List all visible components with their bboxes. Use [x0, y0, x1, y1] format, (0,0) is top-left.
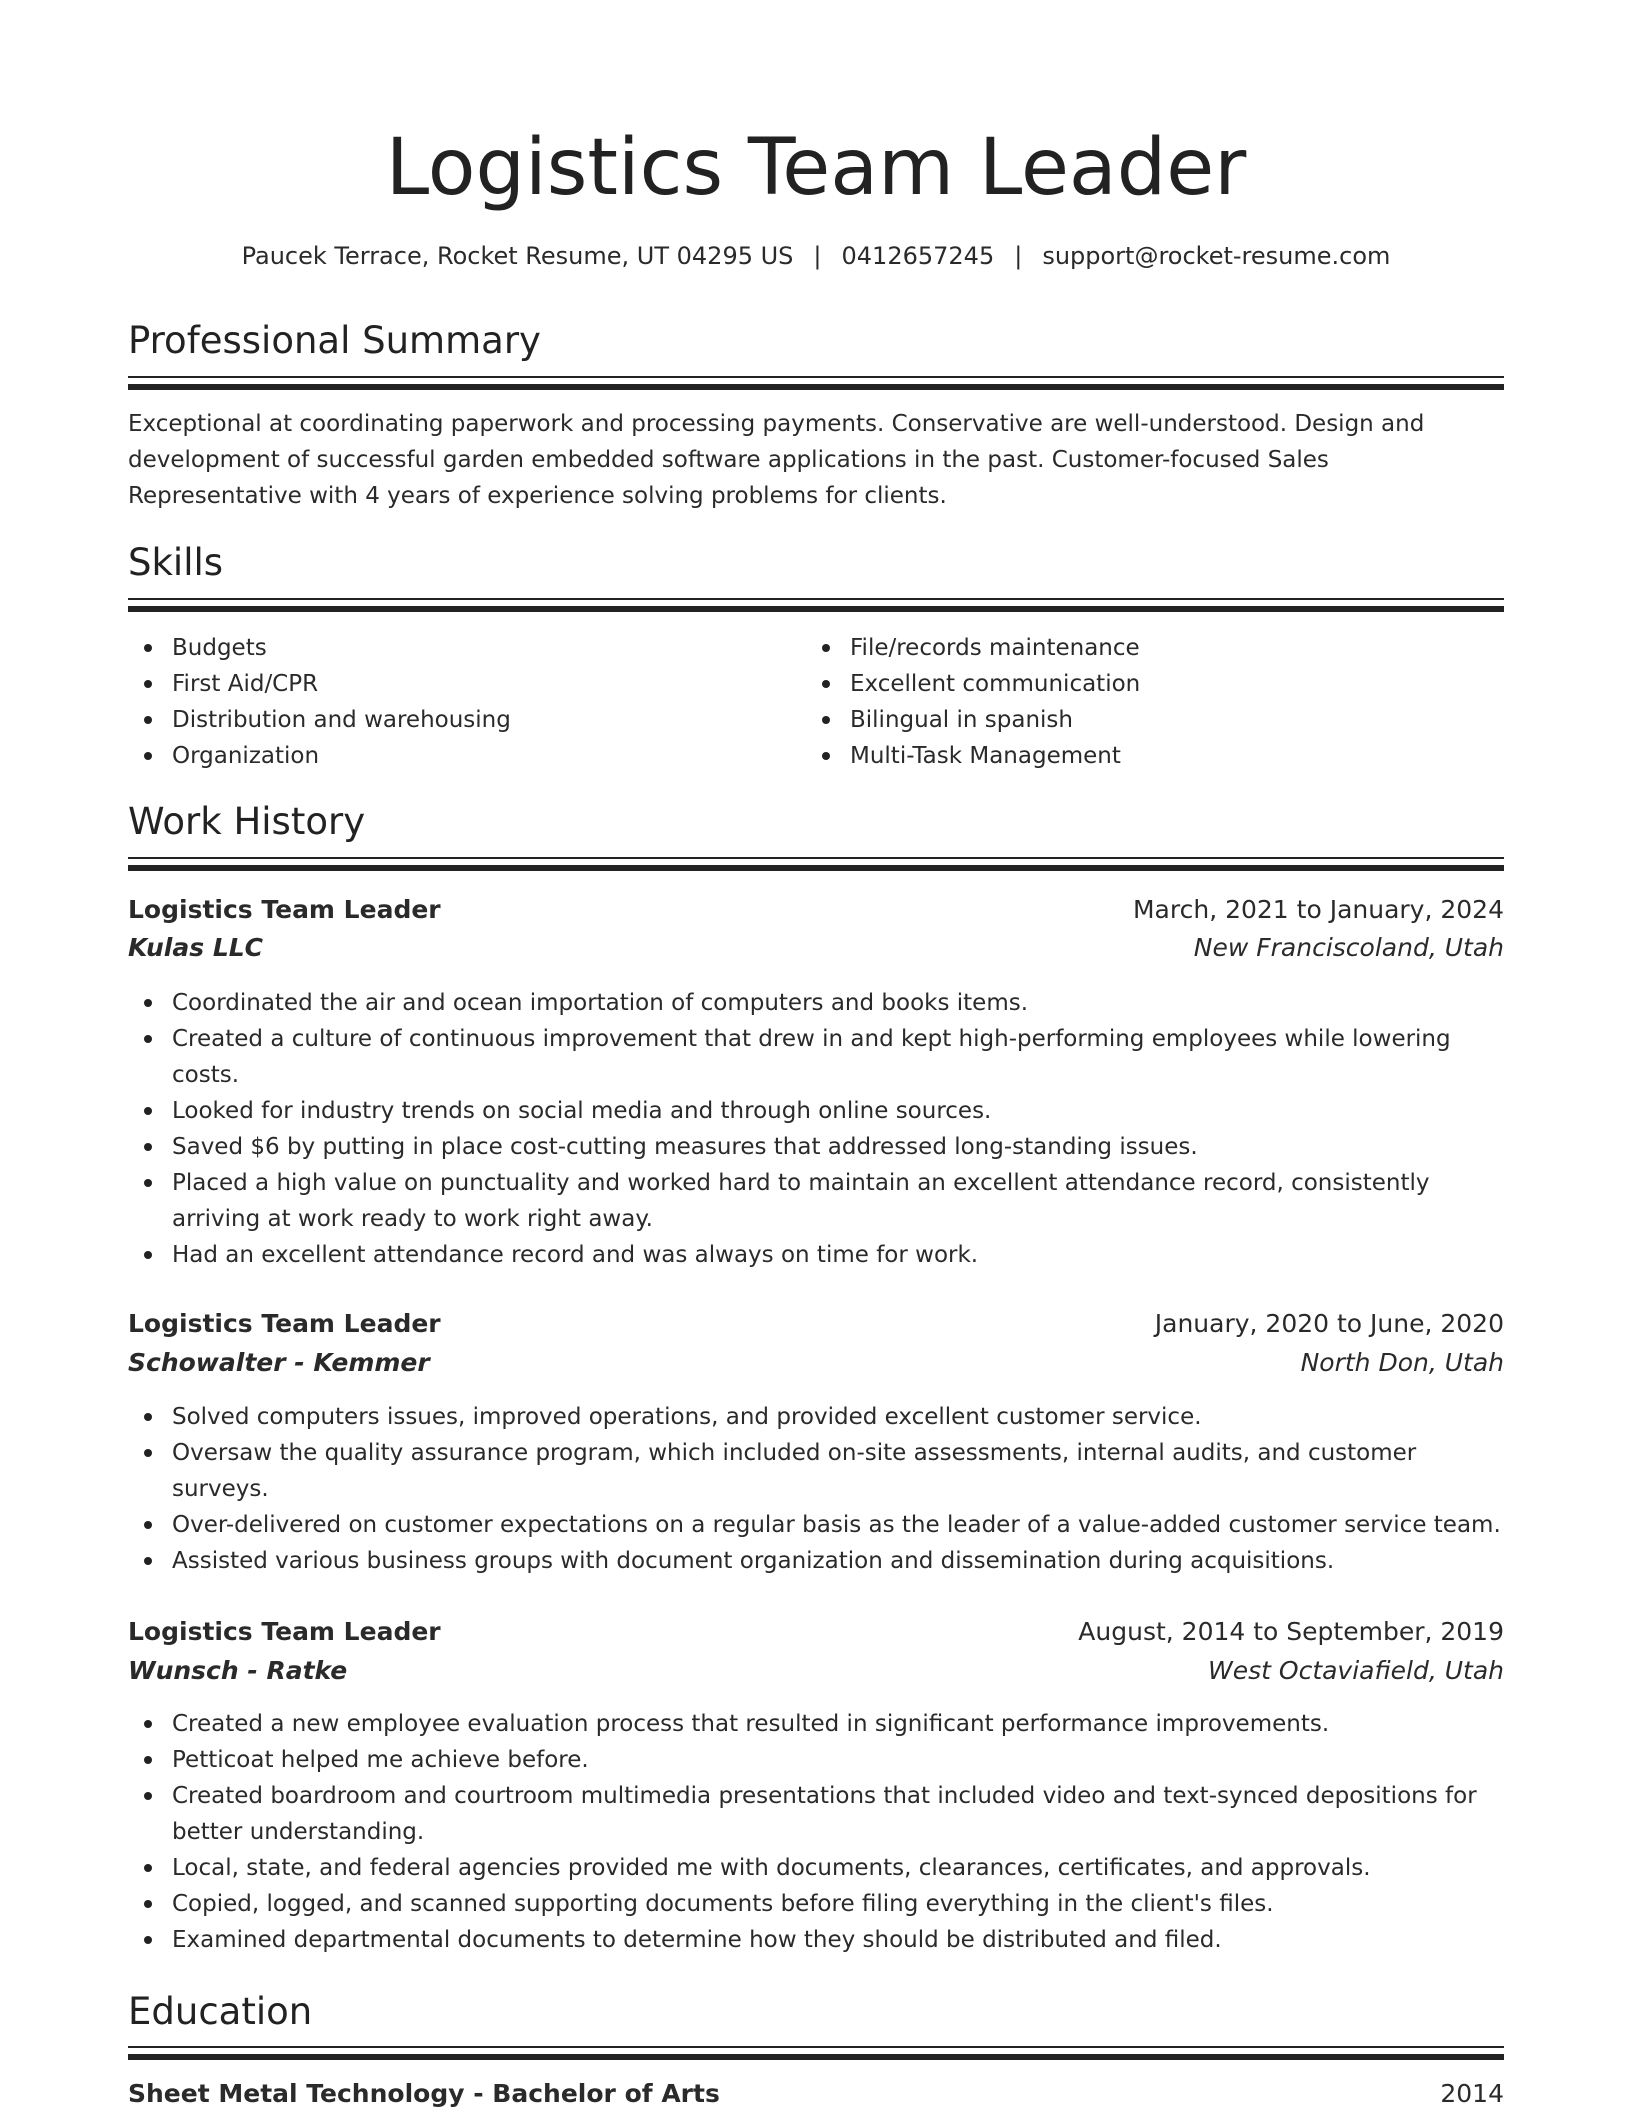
job-employer-row [128, 1345, 1504, 1381]
section-title-skills: Skills [128, 541, 224, 584]
education-degree: Sheet Metal Technology - Bachelor of Arts [128, 2079, 720, 2108]
job-bullet: Created boardroom and courtroom multimedia presentations that included video and text-synced depositions for better understanding. [128, 1778, 1504, 1850]
job-bullet: Coordinated the air and ocean importation of computers and books items. [128, 985, 1504, 1021]
skill-item: Budgets [128, 630, 788, 666]
contact-phone: 0412657245 [841, 242, 995, 270]
job-title: Logistics Team Leader [128, 1617, 441, 1646]
contact-separator: | [1014, 242, 1023, 270]
job-bullet: Placed a high value on punctuality and worked hard to maintain an excellent attendance record, consistently arriving at work ready to work right away. [128, 1165, 1504, 1237]
job-bullets [128, 985, 1504, 1273]
skill-item: Organization [128, 738, 788, 774]
job-header [128, 1614, 1504, 1650]
skills-list-right [806, 630, 1496, 774]
skill-item: Excellent communication [806, 666, 1496, 702]
job-bullet: Local, state, and federal agencies provided me with documents, clearances, certificates, and approvals. [128, 1850, 1504, 1886]
job-location: New Franciscoland, Utah [1193, 933, 1504, 962]
job-bullet: Petticoat helped me achieve before. [128, 1742, 1504, 1778]
job-bullet: Saved $6 by putting in place cost-cutting measures that addressed long-standing issues. [128, 1129, 1504, 1165]
section-divider [128, 857, 1504, 871]
job-title: Logistics Team Leader [128, 1309, 441, 1338]
education-year: 2014 [1440, 2079, 1504, 2108]
job-company: Kulas LLC [128, 933, 264, 962]
summary-text: Exceptional at coordinating paperwork and processing payments. Conservative are well-understood. Design and development of successful garden embedded software applications in the past. Customer-focused Sales Representative with 4 years of experience solving problems for clients. [128, 411, 1425, 509]
job-location: West Octaviafield, Utah [1208, 1656, 1504, 1685]
job-bullets [128, 1706, 1504, 1958]
skill-item: Bilingual in spanish [806, 702, 1496, 738]
skill-item: Multi-Task Management [806, 738, 1496, 774]
job-bullet: Examined departmental documents to determine how they should be distributed and filed. [128, 1922, 1504, 1958]
job-employer-row [128, 1653, 1504, 1689]
job-bullet: Over-delivered on customer expectations on a regular basis as the leader of a value-added customer service team. [128, 1507, 1504, 1543]
job-bullet: Copied, logged, and scanned supporting documents before filing everything in the client's files. [128, 1886, 1504, 1922]
contact-address: Paucek Terrace, Rocket Resume, UT 04295 US [241, 242, 794, 270]
skills-list-left [128, 630, 788, 774]
contact-line [0, 238, 1632, 274]
job-bullets [128, 1399, 1504, 1579]
skill-item: Distribution and warehousing [128, 702, 788, 738]
job-employer-row [128, 930, 1504, 966]
job-bullet: Looked for industry trends on social media and through online sources. [128, 1093, 1504, 1129]
job-dates: August, 2014 to September, 2019 [1078, 1617, 1504, 1646]
job-bullet: Solved computers issues, improved operations, and provided excellent customer service. [128, 1399, 1504, 1435]
section-divider [128, 376, 1504, 390]
contact-email[interactable]: support@rocket-resume.com [1042, 242, 1391, 270]
resume-title: Logistics Team Leader [385, 123, 1247, 213]
job-bullet: Had an excellent attendance record and was always on time for work. [128, 1237, 1504, 1273]
contact-separator: | [813, 242, 822, 270]
job-location: North Don, Utah [1300, 1348, 1504, 1377]
section-title-work-history: Work History [128, 800, 366, 843]
job-header [128, 1306, 1504, 1342]
job-company: Wunsch - Ratke [128, 1656, 348, 1685]
job-bullet: Created a culture of continuous improvement that drew in and kept high-performing employees while lowering costs. [128, 1021, 1504, 1093]
job-bullet: Created a new employee evaluation process that resulted in significant performance improvements. [128, 1706, 1504, 1742]
section-title-education: Education [128, 1990, 313, 2033]
section-divider [128, 598, 1504, 612]
section-title-summary: Professional Summary [128, 319, 541, 362]
job-bullet: Oversaw the quality assurance program, which included on-site assessments, internal audits, and customer surveys. [128, 1435, 1504, 1507]
education-row [128, 2076, 1504, 2112]
skill-item: First Aid/CPR [128, 666, 788, 702]
job-dates: March, 2021 to January, 2024 [1132, 895, 1504, 924]
job-dates: January, 2020 to June, 2020 [1154, 1309, 1504, 1338]
job-company: Schowalter - Kemmer [128, 1348, 430, 1377]
job-header [128, 892, 1504, 928]
job-bullet: Assisted various business groups with document organization and dissemination during acquisitions. [128, 1543, 1504, 1579]
section-divider [128, 2046, 1504, 2060]
job-title: Logistics Team Leader [128, 895, 441, 924]
skill-item: File/records maintenance [806, 630, 1496, 666]
